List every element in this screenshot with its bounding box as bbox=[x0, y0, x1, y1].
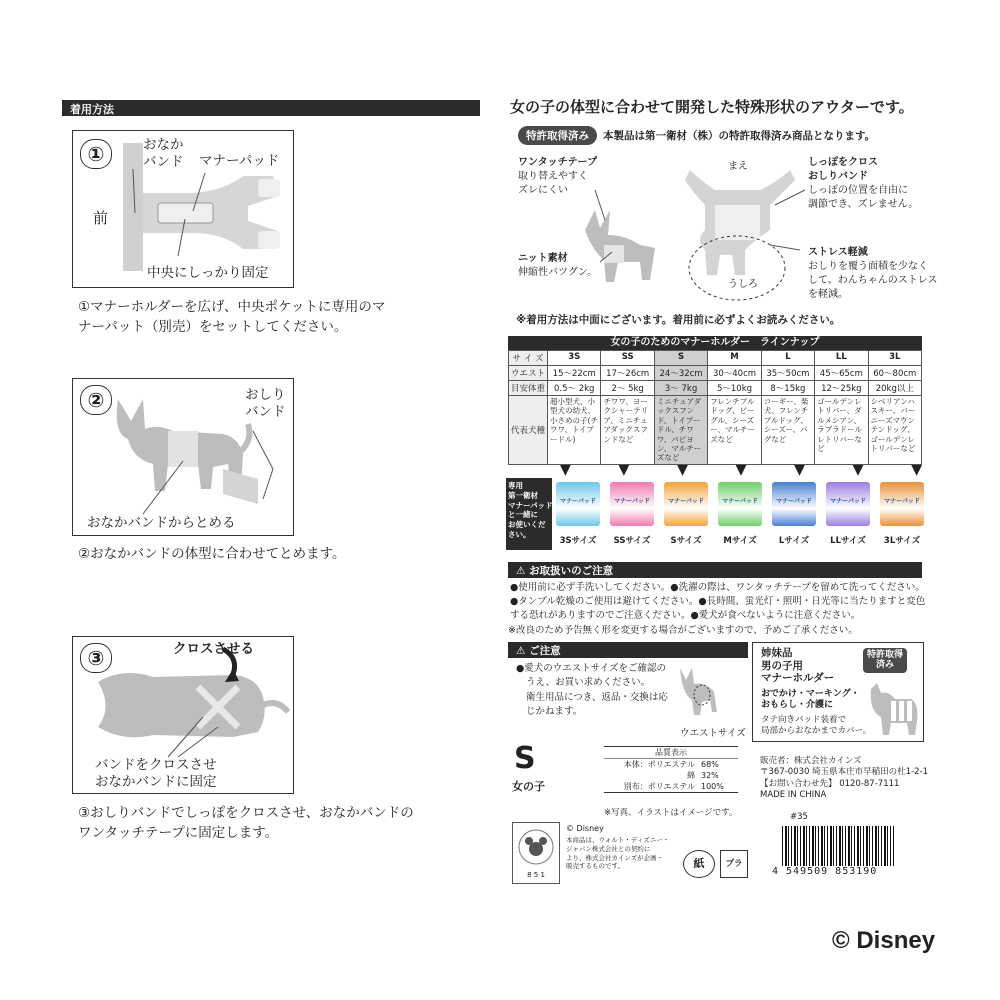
pad-product bbox=[826, 482, 870, 546]
feature-cross-desc: しっぽの位置を自由に 調節でき、ズレません。 bbox=[808, 185, 919, 210]
pad-package-image: マナーパッド bbox=[664, 482, 708, 526]
step2-label-fasten: おなかバンドからとめる bbox=[87, 515, 236, 531]
handling-text bbox=[510, 581, 925, 622]
down-arrow-icon: ▼ bbox=[677, 462, 688, 478]
plastic-recycle-icon: プラ bbox=[720, 850, 748, 878]
warning-icon: ⚠ bbox=[516, 645, 526, 657]
lineup-cell: 3S bbox=[548, 351, 601, 366]
lineup-section bbox=[508, 336, 922, 465]
lineup-cell: ゴールデンレトリバー、ダルメシアン、ラブラドールレトリバーなど bbox=[815, 396, 868, 465]
lineup-cell: シベリアンハスキー、バーニーズマウンテンドッグ、ゴールデンレトリバーなど bbox=[868, 396, 921, 465]
pad-package-image: マナーパッド bbox=[826, 482, 870, 526]
spec-note: ※改良のため予告無く形を変更する場合がございますので、予めご了承ください。 bbox=[508, 625, 858, 636]
lineup-cell: M bbox=[708, 351, 761, 366]
feature-tape bbox=[518, 156, 597, 198]
pad-size-label: Sサイズ bbox=[670, 536, 702, 546]
step1-label-center: 中央にしっかり固定 bbox=[147, 265, 269, 281]
pad-product bbox=[556, 482, 600, 546]
sister-title: 姉妹品 男の子用 マナーホルダー bbox=[761, 647, 835, 685]
step2-label-tail: おしり バンド bbox=[245, 387, 286, 420]
lineup-row-breeds bbox=[509, 396, 922, 465]
pad-product bbox=[718, 482, 762, 546]
caution-title: ご注意 bbox=[529, 645, 561, 657]
lineup-row-label: ウエスト bbox=[509, 366, 548, 381]
step1-caption: ①マナーホルダーを広げ、中央ポケットに専用のマ ナーパット（別売）をセットしてください。 bbox=[78, 299, 386, 335]
lineup-cell: フレンチブルドッグ、ビーグル、シーズー、マルチーズなど bbox=[708, 396, 761, 465]
down-arrow-icon: ▼ bbox=[735, 462, 747, 478]
footer-copyright: © Disney bbox=[832, 927, 936, 954]
step2-caption: ②おなかバンドの体型に合わせてとめます。 bbox=[78, 546, 346, 562]
lineup-row-label: サ イ ズ bbox=[509, 351, 548, 366]
pad-product bbox=[772, 482, 816, 546]
step1-panel bbox=[72, 130, 294, 288]
lineup-cell: 20kg以上 bbox=[868, 381, 921, 396]
quality-table bbox=[604, 746, 738, 793]
quality-percent: 32% bbox=[701, 771, 719, 780]
disney-text: 本商品は、ウォルト・ディズニー・ ジャパン株式会社との契約に より、株式会社カインズが企画・ 販売するものです。 bbox=[566, 836, 670, 871]
step3-number: ③ bbox=[80, 643, 112, 673]
pad-size-label: LLサイズ bbox=[830, 536, 866, 546]
quality-material: 綿 bbox=[687, 771, 695, 780]
pad-size-label: Lサイズ bbox=[778, 536, 810, 546]
step1-number: ① bbox=[80, 139, 112, 169]
feature-stress bbox=[808, 246, 938, 302]
feature-knit-title: ニット素材 bbox=[518, 253, 568, 264]
sister-desc2: タテ向きパッド装着で 局部からおなかまでカバー。 bbox=[761, 715, 872, 736]
seller-line: 【お問い合わせ先】 0120-87-7111 bbox=[760, 778, 900, 789]
barcode bbox=[782, 826, 894, 866]
pad-side-label: 専用 第一衛材 マナーパッド と一緒に お使いくだ さい。 bbox=[506, 478, 552, 550]
pad-package-image: マナーパッド bbox=[556, 482, 600, 526]
lineup-cell: 17〜26cm bbox=[601, 366, 654, 381]
lineup-cell: 35〜50cm bbox=[761, 366, 814, 381]
pad-size-label: SSサイズ bbox=[613, 536, 651, 546]
lineup-title: 女の子のためのマナーホルダー ラインナップ bbox=[508, 336, 922, 350]
quality-percent: 68% bbox=[701, 760, 719, 769]
pad-product bbox=[880, 482, 924, 546]
bulldog-illustration bbox=[865, 681, 921, 739]
headline: 女の子の体型に合わせて開発した特殊形状のアウターです。 bbox=[510, 98, 914, 116]
usage-note: ※着用方法は中面にございます。着用前に必ずよくお読みください。 bbox=[516, 314, 841, 326]
lineup-cell: 60〜80cm bbox=[868, 366, 921, 381]
handling-line: ●タンブル乾燥のご使用は避けてください。●長時間、蛍光灯・照明・日光等に当たりますと変色 bbox=[510, 595, 926, 607]
seller-info bbox=[760, 756, 928, 802]
disney-seal bbox=[512, 822, 560, 884]
seller-line: 〒367-0030 埼玉県本庄市早稲田の杜1-2-1 bbox=[760, 767, 928, 778]
feature-stress-desc: おしりを覆う面積を少なく して、わんちゃんのストレス を軽減。 bbox=[808, 261, 938, 300]
size-letter: S bbox=[514, 741, 536, 776]
patent-text: 本製品は第一衛材（株）の特許取得済み商品となります。 bbox=[603, 130, 876, 142]
seller-line: 販売者：株式会社カインズ bbox=[760, 756, 862, 766]
quality-title: 品質表示 bbox=[604, 747, 738, 759]
down-arrow-icon: ▼ bbox=[911, 462, 922, 478]
step1-label-pad: マナーパッド bbox=[199, 153, 280, 169]
lineup-row-size bbox=[509, 351, 922, 366]
feature-cross bbox=[808, 156, 918, 212]
lineup-row-label: 代表犬種 bbox=[509, 396, 548, 465]
pad-product bbox=[610, 482, 654, 546]
lineup-cell: L bbox=[761, 351, 814, 366]
item-number: #35 bbox=[790, 812, 808, 822]
step2-number: ② bbox=[80, 385, 112, 415]
lineup-cell: 超小型犬、小型犬の幼犬、小さめの子(チワワ、トイプードル) bbox=[548, 396, 601, 465]
lineup-row-waist bbox=[509, 366, 922, 381]
feature-tape-title: ワンタッチテープ bbox=[518, 157, 598, 168]
caution-header bbox=[508, 642, 748, 658]
waist-dog-illustration bbox=[672, 660, 732, 722]
pad-package-image: マナーパッド bbox=[610, 482, 654, 526]
step1-label-front: 前 bbox=[93, 209, 109, 227]
handling-header bbox=[508, 562, 922, 578]
caution-line: ●愛犬のウエストサイズをご確認の bbox=[516, 663, 667, 674]
sister-product-box bbox=[752, 642, 924, 742]
patent-badge: 特許取得済み bbox=[518, 126, 597, 145]
seal-number: 8 5 1 bbox=[527, 871, 545, 879]
warning-icon: ⚠ bbox=[516, 565, 526, 577]
lineup-cell-current: 24〜32cm bbox=[654, 366, 707, 381]
caution-line: 衛生用品につき、返品・交換は応 bbox=[526, 691, 668, 703]
handling-line: する恐れがありますのでご注意ください。●愛犬が食べないように注意ください。 bbox=[510, 609, 861, 621]
lineup-cell: SS bbox=[601, 351, 654, 366]
feature-tape-desc: 取り替えやすく ズレにくい bbox=[518, 171, 588, 196]
pad-size-label: 3Lサイズ bbox=[883, 536, 921, 546]
lineup-cell: 12〜25kg bbox=[815, 381, 868, 396]
paper-recycle-icon: 紙 bbox=[683, 850, 715, 878]
usage-header bbox=[62, 100, 480, 116]
pad-product bbox=[664, 482, 708, 546]
photo-note: ※写真、イラストはイメージです。 bbox=[604, 808, 738, 818]
step3-panel bbox=[72, 636, 294, 794]
label-mae: まえ bbox=[728, 161, 748, 172]
step3-label-cross: クロスさせる bbox=[173, 641, 254, 657]
step3-label-fix: バンドをクロスさせ おなかバンドに固定 bbox=[95, 757, 217, 790]
size-sub: 女の子 bbox=[512, 780, 545, 793]
pad-size-label: Mサイズ bbox=[723, 536, 757, 546]
lineup-cell-current: 3〜 7kg bbox=[654, 381, 707, 396]
pad-package-image: マナーパッド bbox=[772, 482, 816, 526]
down-arrow-icon: ▼ bbox=[560, 462, 571, 478]
lineup-cell-current: ミニチュアダックスフンド、トイプードル、チワワ、パピヨン、マルチーズなど bbox=[654, 396, 707, 465]
barcode-number: 4 549509 853190 bbox=[772, 866, 878, 877]
caution-line: うえ、お買い求めください。 bbox=[526, 677, 651, 689]
usage-header-text: 着用方法 bbox=[70, 103, 114, 116]
pad-package-image: マナーパッド bbox=[880, 482, 924, 526]
lineup-cell: 15〜22cm bbox=[548, 366, 601, 381]
caution-line: じかねます。 bbox=[526, 705, 583, 717]
down-arrow-icon: ▼ bbox=[852, 462, 864, 478]
lineup-cell: 30〜40cm bbox=[708, 366, 761, 381]
mickey-hologram-icon bbox=[513, 823, 559, 867]
lineup-table bbox=[508, 350, 922, 465]
lineup-cell: チワワ、ヨークシャーテリア、ミニチュアダックスフンドなど bbox=[601, 396, 654, 465]
pad-size-label: 3Sサイズ bbox=[559, 536, 597, 546]
disney-small: © Disney bbox=[566, 824, 604, 833]
lineup-cell: 45〜65cm bbox=[815, 366, 868, 381]
lineup-row-weight bbox=[509, 381, 922, 396]
lineup-arrows bbox=[560, 462, 922, 478]
caution-text bbox=[516, 662, 668, 719]
lineup-cell: 0.5〜 2kg bbox=[548, 381, 601, 396]
handling-line: ●使用前に必ず手洗いしてください。●洗濯の際は、ワンタッチテープを留めて洗ってください。 bbox=[510, 582, 925, 593]
patent-row bbox=[518, 126, 875, 145]
step2-panel bbox=[72, 378, 294, 536]
step1-label-band: おなか バンド bbox=[143, 137, 184, 170]
sister-badge: 特許取得 済み bbox=[863, 648, 907, 673]
lineup-cell: 3L bbox=[868, 351, 921, 366]
pad-package-image: マナーパッド bbox=[718, 482, 762, 526]
quality-material: 本体：ポリエステル bbox=[623, 760, 695, 769]
lineup-cell: コーギー、柴犬、フレンチブルドッグ、シーズー、パグなど bbox=[761, 396, 814, 465]
quality-material: 別布：ポリエステル bbox=[623, 782, 695, 791]
handling-title: お取扱いのご注意 bbox=[529, 565, 614, 577]
seller-line: MADE IN CHINA bbox=[760, 790, 827, 801]
feature-stress-title: ストレス軽減 bbox=[808, 247, 868, 258]
lineup-cell: 5〜10kg bbox=[708, 381, 761, 396]
waist-label: ウエストサイズ bbox=[680, 728, 746, 739]
down-arrow-icon: ▼ bbox=[618, 462, 630, 478]
lineup-cell-current: S bbox=[654, 351, 707, 366]
lineup-cell: LL bbox=[815, 351, 868, 366]
feature-cross-title: しっぽをクロス おしりバンド bbox=[808, 157, 878, 182]
feature-knit-desc: 伸縮性バツグン。 bbox=[518, 267, 598, 278]
quality-rows bbox=[604, 759, 727, 792]
lineup-row-label: 目安体重 bbox=[509, 381, 548, 396]
down-arrow-icon: ▼ bbox=[794, 462, 805, 478]
pad-products bbox=[556, 482, 924, 546]
feature-knit bbox=[518, 252, 597, 280]
quality-percent: 100% bbox=[701, 782, 724, 791]
lineup-cell: 8〜15kg bbox=[761, 381, 814, 396]
label-ushiro: うしろ bbox=[728, 279, 758, 290]
step3-caption: ③おしりバンドでしっぽをクロスさせ、おなかバンドの ワンタッチテープに固定します。 bbox=[78, 805, 414, 841]
lineup-cell: 2〜 5kg bbox=[601, 381, 654, 396]
sister-desc: おでかけ・マーキング・ おもらし・介護に bbox=[761, 689, 860, 711]
